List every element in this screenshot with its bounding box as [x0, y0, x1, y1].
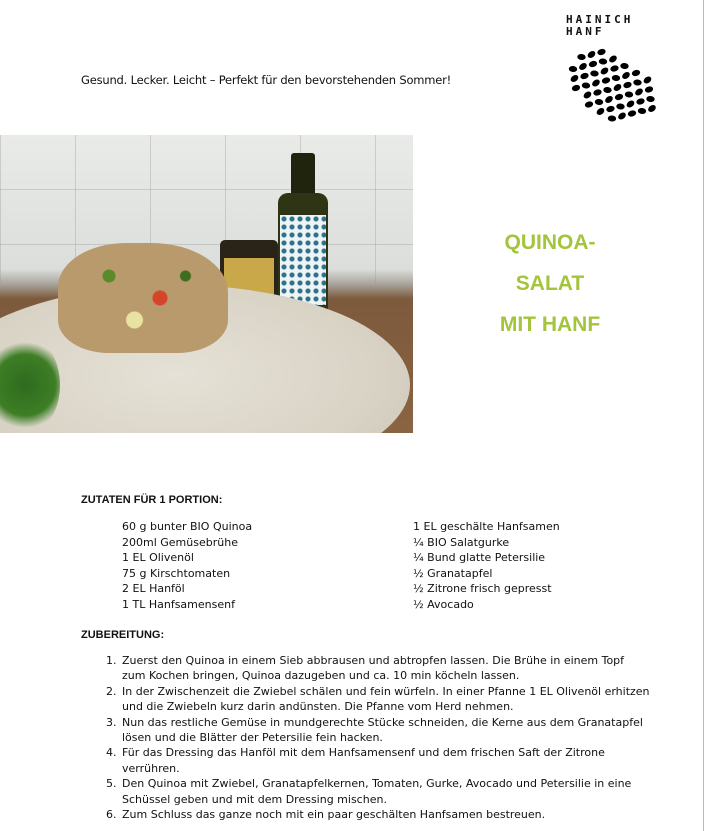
seed-mark: [625, 99, 635, 109]
step-item: 4. Für das Dressing das Hanföl mit dem Hanfsamensenf und dem frischen Saft der Zitrone verrühren.: [120, 745, 650, 776]
preparation-steps: [99, 653, 650, 822]
seed-mark: [634, 87, 644, 97]
seed-mark: [642, 75, 652, 85]
seed-mark: [591, 78, 601, 88]
tagline: Gesund. Lecker. Leicht – Perfekt für den bevorstehenden Sommer!: [81, 73, 452, 87]
hainich-hanf-logo: [560, 10, 670, 132]
preparation-heading: ZUBEREITUNG:: [81, 629, 165, 641]
step-item: 1. Zuerst den Quinoa in einem Sieb abbrausen und abtropfen lassen. Die Brühe in einem Topf zum Kochen bringen, Quinoa dazugeben und ca. 10 min köcheln lassen.: [120, 653, 650, 684]
seed-mark: [617, 111, 627, 121]
seed-mark: [616, 103, 625, 110]
logo-line2: HANF: [566, 25, 605, 38]
seed-mark: [647, 104, 657, 114]
ingredient-item: 1 EL geschälte Hanfsamen: [413, 520, 560, 533]
seed-mark: [612, 83, 622, 93]
seed-mark: [627, 110, 637, 118]
seed-mark: [571, 84, 581, 92]
seed-mark: [621, 71, 631, 81]
title-line: QUINOA-: [504, 231, 596, 254]
seed-mark: [625, 91, 634, 98]
seed-mark: [603, 87, 612, 94]
seed-mark: [595, 107, 605, 117]
ingredient-item: 60 g bunter BIO Quinoa: [122, 520, 253, 533]
step-item: 6. Zum Schluss das ganze noch mit ein paar geschälten Hanfsamen bestreuen.: [120, 807, 650, 822]
ingredient-item: ¼ Bund glatte Petersilie: [413, 551, 546, 565]
seed-mark: [601, 77, 611, 85]
step-item: 2. In der Zwischenzeit die Zwiebel schälen und fein würfeln. In einer Pfanne 1 EL Olivenöl erhitzen und die Zwiebeln kurz darin andünsten. Die Pfanne vom Herd nehmen.: [120, 684, 650, 715]
seed-mark: [582, 90, 592, 100]
recipe-title: [440, 222, 660, 345]
seed-mark: [595, 99, 604, 106]
step-item: 5. Den Quinoa mit Zwiebel, Granatapfelkernen, Tomaten, Gurke, Avocado und Petersilie in eine Schüssel geben und mit dem Dressing mischen.: [120, 776, 650, 807]
ingredient-item: ¼ BIO Salatgurke: [413, 535, 510, 549]
ingredient-item: 2 EL Hanföl: [122, 582, 185, 596]
ingredient-item: ½ Zitrone frisch gepresst: [413, 582, 552, 596]
title-line: MIT HANF: [499, 313, 601, 336]
seed-mark: [599, 58, 608, 65]
ingredient-item: 1 TL Hanfsamensenf: [122, 597, 235, 611]
ingredient-item: 1 EL Olivenöl: [122, 551, 194, 565]
seed-mark: [593, 89, 603, 97]
seed-mark: [586, 50, 596, 60]
seed-mark: [588, 60, 598, 68]
logo-line1: HAINICH: [566, 13, 634, 26]
seed-mark: [646, 96, 655, 103]
seed-mark: [569, 74, 579, 84]
seed-mark: [599, 66, 609, 76]
seed-mark: [612, 75, 621, 82]
page-edge: [703, 0, 704, 831]
seed-mark: [623, 81, 633, 89]
seed-mark: [620, 63, 629, 70]
ingredients-heading: ZUTATEN FÜR 1 PORTION:: [81, 494, 223, 506]
seed-mark: [636, 98, 646, 106]
seed-mark: [614, 93, 624, 101]
title-line: SALAT: [515, 272, 585, 295]
hemp-seeds-icon: [560, 10, 670, 132]
seed-mark: [578, 62, 588, 72]
seed-mark: [580, 72, 590, 80]
ingredients-right: [413, 519, 560, 613]
ingredient-item: ½ Avocado: [413, 597, 474, 611]
seed-mark: [608, 54, 618, 64]
seed-mark: [631, 69, 641, 77]
seed-mark: [633, 79, 642, 86]
seed-mark: [638, 108, 647, 115]
salad-photo: [0, 135, 413, 433]
seed-mark: [577, 54, 586, 61]
seed-mark: [582, 82, 591, 89]
seed-mark: [608, 115, 617, 122]
seed-mark: [584, 101, 594, 109]
ingredients-left: [122, 519, 252, 613]
seed-mark: [610, 65, 620, 73]
ingredient-item: ½ Granatapfel: [413, 566, 493, 580]
seed-mark: [604, 95, 614, 105]
seed-mark: [597, 48, 607, 56]
ingredient-item: 200ml Gemüsebrühe: [122, 535, 238, 549]
seed-mark: [569, 66, 578, 73]
seed-mark: [590, 70, 599, 77]
ingredient-item: 75 g Kirschtomaten: [122, 566, 231, 580]
step-item: 3. Nun das restliche Gemüse in mundgerechte Stücke schneiden, die Kerne aus dem Granatapfel lösen und die Blätter der Petersilie fein hacken.: [120, 715, 650, 746]
seed-mark: [606, 105, 616, 113]
seed-mark: [644, 86, 654, 94]
